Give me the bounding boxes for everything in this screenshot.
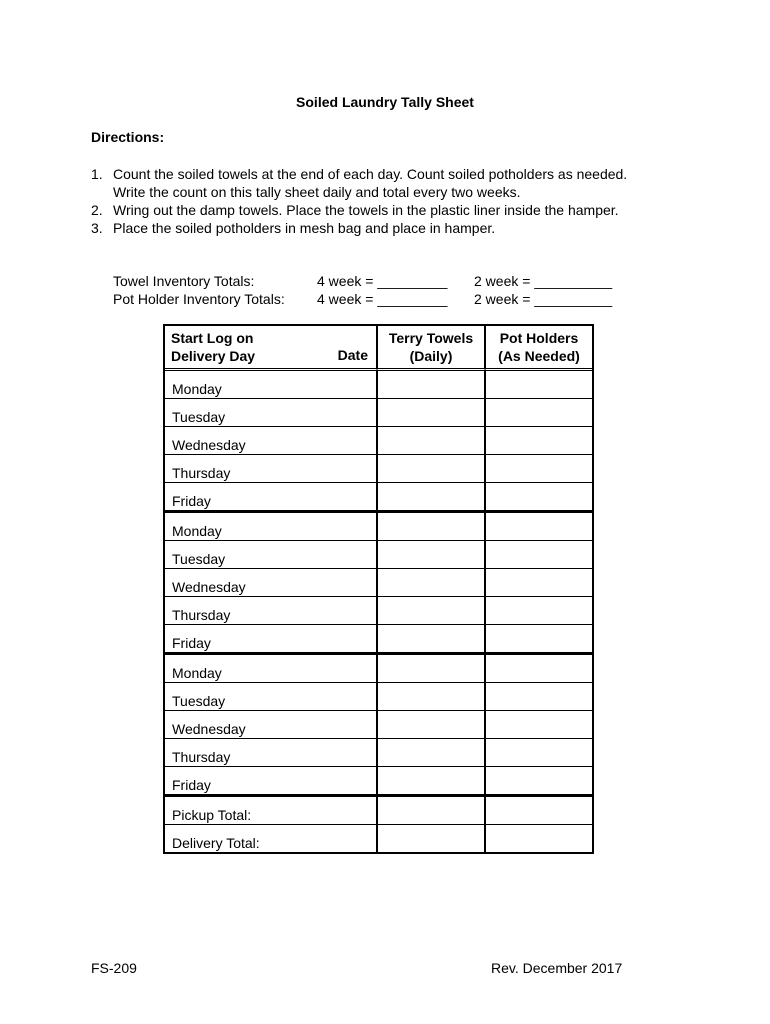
two-week-field[interactable]: 2 week = __________ xyxy=(474,273,613,289)
form-id: FS-209 xyxy=(91,960,137,976)
table-row xyxy=(165,510,592,540)
row-label[interactable]: Monday xyxy=(165,652,377,682)
direction-text: Write the count on this tally sheet daily and total every two weeks. xyxy=(113,184,521,200)
page-title: Soiled Laundry Tally Sheet xyxy=(296,94,474,110)
row-label[interactable]: Friday xyxy=(165,766,377,794)
row-label[interactable]: Monday xyxy=(165,510,377,540)
directions-list xyxy=(91,165,711,237)
table-row xyxy=(165,568,592,596)
table-row xyxy=(165,624,592,652)
header-start-log xyxy=(165,326,377,371)
pot-holders-cell[interactable] xyxy=(485,652,592,682)
header-terry-line: Terry Towels xyxy=(388,330,474,346)
table-row xyxy=(165,824,592,852)
pot-holders-cell[interactable] xyxy=(485,540,592,568)
direction-number: 2. xyxy=(91,202,103,218)
row-label[interactable]: Thursday xyxy=(165,738,377,766)
table-row xyxy=(165,482,592,510)
direction-text: Wring out the damp towels. Place the towels in the plastic liner inside the hamper. xyxy=(113,202,619,218)
terry-towels-cell[interactable] xyxy=(377,371,485,398)
terry-towels-cell[interactable] xyxy=(377,540,485,568)
terry-towels-cell[interactable] xyxy=(377,482,485,510)
pot-holders-cell[interactable] xyxy=(485,426,592,454)
terry-towels-cell[interactable] xyxy=(377,824,485,852)
terry-towels-cell[interactable] xyxy=(377,510,485,540)
terry-towels-cell[interactable] xyxy=(377,710,485,738)
header-terry-line: (Daily) xyxy=(409,348,453,364)
direction-item xyxy=(91,219,711,237)
row-label[interactable]: Wednesday xyxy=(165,710,377,738)
row-label[interactable]: Wednesday xyxy=(165,426,377,454)
revision-date: Rev. December 2017 xyxy=(491,960,623,976)
header-date: Date xyxy=(337,347,368,363)
terry-towels-cell[interactable] xyxy=(377,766,485,794)
terry-towels-cell[interactable] xyxy=(377,454,485,482)
table-row xyxy=(165,766,592,794)
row-label[interactable]: Tuesday xyxy=(165,682,377,710)
table-row xyxy=(165,454,592,482)
table-header xyxy=(165,326,592,371)
row-label[interactable]: Tuesday xyxy=(165,540,377,568)
row-label[interactable]: Monday xyxy=(165,371,377,398)
terry-towels-cell[interactable] xyxy=(377,624,485,652)
pot-holders-cell[interactable] xyxy=(485,568,592,596)
table-row xyxy=(165,540,592,568)
table-row xyxy=(165,398,592,426)
row-label[interactable]: Delivery Total: xyxy=(165,824,377,852)
table-row xyxy=(165,652,592,682)
pot-holders-cell[interactable] xyxy=(485,482,592,510)
row-label[interactable]: Friday xyxy=(165,624,377,652)
direction-text: Place the soiled potholders in mesh bag and place in hamper. xyxy=(113,220,496,236)
row-label[interactable]: Wednesday xyxy=(165,568,377,596)
terry-towels-cell[interactable] xyxy=(377,568,485,596)
terry-towels-cell[interactable] xyxy=(377,426,485,454)
pot-holders-cell[interactable] xyxy=(485,398,592,426)
pot-holders-cell[interactable] xyxy=(485,794,592,824)
header-pot-line: (As Needed) xyxy=(498,348,580,364)
terry-towels-cell[interactable] xyxy=(377,794,485,824)
row-label[interactable]: Friday xyxy=(165,482,377,510)
table-row xyxy=(165,596,592,624)
row-label[interactable]: Thursday xyxy=(165,454,377,482)
pot-holders-cell[interactable] xyxy=(485,682,592,710)
terry-towels-cell[interactable] xyxy=(377,596,485,624)
terry-towels-cell[interactable] xyxy=(377,738,485,766)
pot-holders-cell[interactable] xyxy=(485,710,592,738)
header-pot-line: Pot Holders xyxy=(499,330,579,346)
row-label[interactable]: Pickup Total: xyxy=(165,794,377,824)
two-week-field[interactable]: 2 week = __________ xyxy=(474,291,613,307)
row-label[interactable]: Thursday xyxy=(165,596,377,624)
pot-holders-cell[interactable] xyxy=(485,596,592,624)
pot-holders-cell[interactable] xyxy=(485,824,592,852)
terry-towels-cell[interactable] xyxy=(377,682,485,710)
pot-holders-cell[interactable] xyxy=(485,371,592,398)
direction-text: Count the soiled towels at the end of each day. Count soiled potholders as needed. xyxy=(113,166,628,182)
table-row xyxy=(165,371,592,398)
header-terry-towels xyxy=(377,326,485,371)
inventory-label: Towel Inventory Totals: xyxy=(113,273,255,289)
pot-holders-cell[interactable] xyxy=(485,510,592,540)
table-row xyxy=(165,682,592,710)
direction-number: 3. xyxy=(91,220,103,236)
direction-item xyxy=(91,165,711,201)
pot-holders-cell[interactable] xyxy=(485,624,592,652)
direction-item xyxy=(91,201,711,219)
table-row xyxy=(165,710,592,738)
four-week-field[interactable]: 4 week = _________ xyxy=(317,291,448,307)
tally-table xyxy=(163,324,594,854)
direction-number: 1. xyxy=(91,166,103,182)
terry-towels-cell[interactable] xyxy=(377,652,485,682)
pot-holders-cell[interactable] xyxy=(485,738,592,766)
inventory-label: Pot Holder Inventory Totals: xyxy=(113,291,285,307)
terry-towels-cell[interactable] xyxy=(377,398,485,426)
directions-heading: Directions: xyxy=(91,129,165,145)
table-row xyxy=(165,426,592,454)
header-start-log-line: Start Log on xyxy=(171,330,254,346)
header-start-log-line: Delivery Day xyxy=(171,348,256,364)
pot-holders-cell[interactable] xyxy=(485,454,592,482)
four-week-field[interactable]: 4 week = _________ xyxy=(317,273,448,289)
table-row xyxy=(165,738,592,766)
header-pot-holders xyxy=(485,326,592,371)
pot-holders-cell[interactable] xyxy=(485,766,592,794)
table-row xyxy=(165,794,592,824)
row-label[interactable]: Tuesday xyxy=(165,398,377,426)
